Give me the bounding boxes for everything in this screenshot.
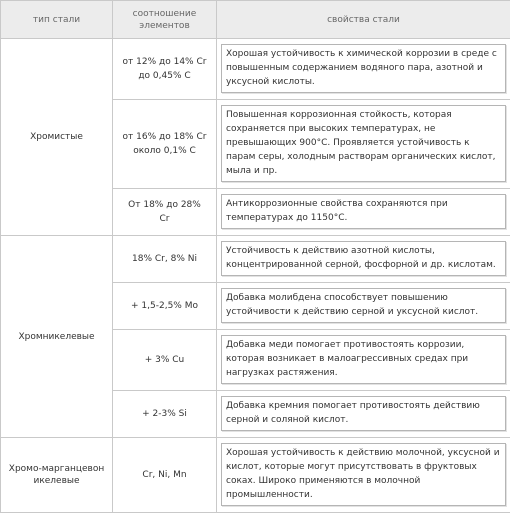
table-row: [1, 39, 510, 100]
element-ratio-cell: + 1,5-2,5% Mo: [113, 283, 217, 330]
property-text: Добавка молибдена способствует повышению устойчивости к действию серной и уксусной кислот.: [221, 288, 506, 323]
element-ratio-cell: [113, 100, 217, 189]
element-ratio-cell: Cr, Ni, Mn: [113, 438, 217, 513]
property-cell: [217, 189, 510, 236]
property-cell: [217, 330, 510, 391]
table-row: [1, 438, 510, 513]
property-text: Добавка кремния помогает противостоять действию серной и соляной кислот.: [221, 396, 506, 431]
header-element-ratio-text: соотношение элементов: [130, 8, 200, 32]
property-cell: [217, 391, 510, 438]
header-row: [1, 1, 510, 39]
property-text: Хорошая устойчивость к химической коррозии в среде с повышенным содержанием водяного пара, азотной и уксусной кислоты.: [221, 44, 506, 93]
element-ratio-cell: + 2-3% Si: [113, 391, 217, 438]
property-cell: [217, 39, 510, 100]
steel-type-text: Хромо-марганцевоникелевые: [7, 463, 107, 487]
steel-type-cell: Хромистые: [1, 39, 113, 236]
element-ratio-cell: [113, 189, 217, 236]
property-text: Повышенная коррозионная стойкость, которая сохраняется при высоких температурах, не превышающих 900°C. Проявляется устойчивость к парам серы, холодным растворам органических кислот, мыла и пр.: [221, 105, 506, 182]
steel-type-cell: [1, 438, 113, 513]
property-text: Антикоррозионные свойства сохраняются при температурах до 1150°C.: [221, 194, 506, 229]
element-ratio-text: от 12% до 14% Cr до 0,45% C: [119, 55, 211, 83]
header-steel-properties: свойства стали: [217, 1, 510, 39]
property-cell: [217, 100, 510, 189]
element-ratio-cell: + 3% Cu: [113, 330, 217, 391]
element-ratio-text: от 16% до 18% Cr около 0,1% C: [119, 130, 211, 158]
property-text: Добавка меди помогает противостоять коррозии, которая возникает в малоагрессивных средах при нагрузках растяжения.: [221, 335, 506, 384]
element-ratio-text: От 18% до 28% Cr: [126, 198, 204, 226]
steel-type-cell: Хромникелевые: [1, 236, 113, 438]
header-steel-type: тип стали: [1, 1, 113, 39]
table-row: [1, 236, 510, 283]
property-cell: [217, 438, 510, 513]
property-text: Устойчивость к действию азотной кислоты, концентрированной серной, фосфорной и др. кислотам.: [221, 241, 506, 276]
element-ratio-cell: 18% Cr, 8% Ni: [113, 236, 217, 283]
property-text: Хорошая устойчивость к действию молочной, уксусной и кислот, которые могут присутствовать в фруктовых соках. Широко применяются в молочной промышленности.: [221, 443, 506, 506]
property-cell: [217, 283, 510, 330]
element-ratio-cell: [113, 39, 217, 100]
header-element-ratio: [113, 1, 217, 39]
property-cell: [217, 236, 510, 283]
